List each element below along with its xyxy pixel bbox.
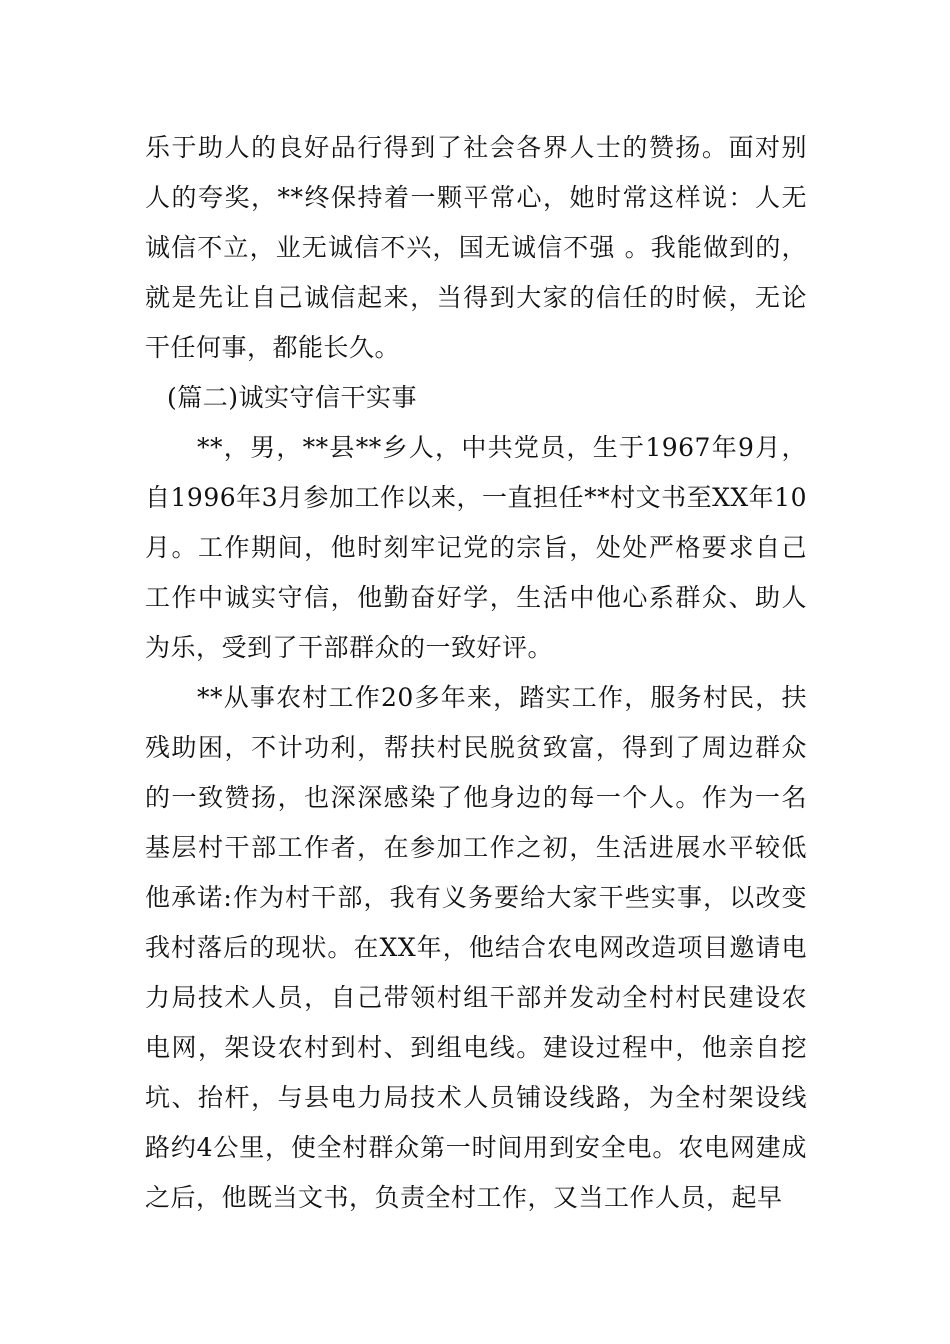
paragraph-work: **从事农村工作20多年来，踏实工作，服务村民，扶残助困，不计功利，帮扶村民脱贫致富，得到了周边群众的一致赞扬，也深深感染了他身边的每一个人。作为一名基层村干部工作者，在参加工作之初，生活进展水平较低他承诺:作为村干部，我有义务要给大家干些实事，以改变我村落后的现状。在XX年，他结合农电网改造项目邀请电力局技术人员，自己带领村组干部并发动全村村民建设农电网，架设农村到村、到组电线。建设过程中，他亲自挖坑、抬杆，与县电力局技术人员铺设线路，为全村架设线路约4公里，使全村群众第一时间用到安全电。农电网建成之后，他既当文书，负责全村工作，又当工作人员，起早	[145, 683, 807, 1212]
section-heading: (篇二)诚实守信干实事	[167, 383, 418, 412]
body-text	[145, 123, 807, 1223]
paragraph-intro: **，男，**县**乡人，中共党员，生于1967年9月，自1996年3月参加工作以来，一直担任**村文书至XX年10月。工作期间，他时刻牢记党的宗旨，处处严格要求自己工作中诚实守信，他勤奋好学，生活中他心系群众、助人为乐，受到了干部群众的一致好评。	[145, 433, 807, 662]
paragraph-continued: 乐于助人的良好品行得到了社会各界人士的赞扬。面对别人的夸奖，**终保持着一颗平常心，她时常这样说：人无诚信不立，业无诚信不兴，国无诚信不强 。我能做到的，就是先让自己诚信起来，当得到大家的信任的时候，无论干任何事，都能长久。	[145, 133, 807, 362]
